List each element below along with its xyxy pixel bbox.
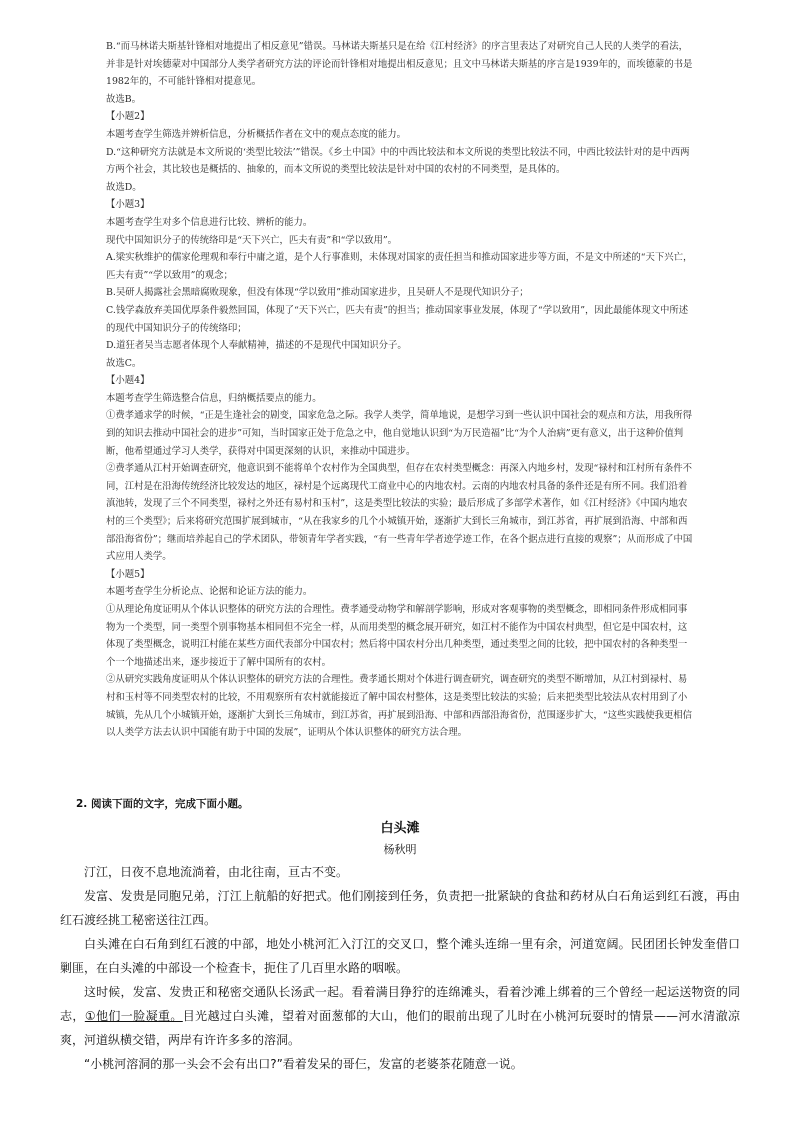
answer-line: 故选C。 [106, 357, 142, 369]
answer-line: ①费孝通求学的时候，“正是生逢社会的剧变，国家危急之际。我学人类学，简单地说，是想学习到一些认识中国社会的观点和方法，用我所得到的知识去推动中国社会的进步”可知，当时国家正处于危急之中，他自觉地认识到“为万民造福”比“为个人治病”更有意义，出于这种价值判断，他希望通过学习人类学，获得对中国更深刻的认识，来推动中国进步。 [106, 410, 693, 457]
answer-line: 【小题2】 [106, 111, 150, 123]
answer-line: B.“而马林诺夫斯基针锋相对地提出了相反意见”错误。马林诺夫斯基只是在给《江村经济》的序言里表达了对研究自己人民的人类学的看法，并非是针对埃德蒙对中国部分人类学者研究方法的评论而针锋相对地提出相反意见；且文中马林诺夫斯基的序言是1939年的，而埃德蒙的书是1982年的，不可能针锋相对提意见。 [106, 41, 693, 88]
answer-line: 本题考查学生筛选整合信息，归纳概括要点的能力。 [106, 392, 322, 404]
answer-line: ②费孝通从江村开始调查研究，他意识到不能将单个农村作为全国典型，但存在农村类型概念：再深入内地乡村，发现“禄村和江村所有条件不同，江村是在沿海传统经济比较发达的地区，禄村是个远离现代工商业中心的内地农村。云南的内地农村具备的条件还是有所不同。我们沿着滇池转，发现了三个不同类型，禄村之外还有易村和玉村”，这是类型比较法的实验；最后形成了多部学术著作，如《江村经济》《中国内地农村的三个类型》；后来将研究范围扩展到城市，“从在我家乡的几个小城镇开始，逐渐扩大到长三角城市，到江苏省，再扩展到沿海、中部和西部沿海省份”；继而培养起自己的学术团队，带领青年学者实践，“有一些青年学者迹学迹工作，在各个据点进行直接的观察”；从而形成了中国式应用人类学。 [106, 463, 693, 563]
answer-line: ②从研究实践角度证明从个体认识整体的研究方法的合理性。费孝通长期对个体进行调查研究，调查研究的类型不断增加，从江村到禄村、易村和玉村等不同类型农村的比较，不用观察所有农村就能接近了解中国农村整体，这是类型比较法的实验；后来把类型比较法从农村用到了小城镇，先从几个小城镇开始，逐渐扩大到长三角城市，到江苏省，再扩展到沿海、中部和西部沿海省份，范围逐步扩大，“这些实践使我更相信以人类学方法去认识中国能有助于中国的发展”，证明从个体认识整体的研究方法合理。 [106, 674, 693, 739]
answer-line: D.“这种研究方法就是本文所说的‘类型比较法’”错误。《乡土中国》中的中西比较法和本文所说的类型比较法不同，中西比较法针对的是中西两方两个社会，其比较也是概括的、抽象的，而本文所说的类型比较法是针对中国的农村的不同类型，是具体的。 [106, 146, 690, 176]
passage-paragraph: 白头滩在白石角到红石渡的中部，地处小桃河汇入汀江的交叉口，整个滩头连绵一里有余，河道宽阔。民团团长钟发奎借口剿匪，在白头滩的中部设一个检查卡，扼住了几百里水路的咽喉。 [60, 937, 740, 975]
answer-line: 【小题3】 [106, 199, 150, 211]
passage-paragraph: “小桃河溶洞的那一头会不会有出口?”看着发呆的哥仨，发富的老婆茶花随意一说。 [84, 1057, 523, 1071]
passage-paragraph: 发富、发贵是同胞兄弟，汀江上航船的好把式。他们刚接到任务，负责把一批紧缺的食盐和药材从白石角运到红石渡，再由红石渡经挑工秘密送往江西。 [60, 889, 740, 927]
underlined-sentence: ①他们一脸凝重。 [84, 1009, 183, 1023]
answer-line: 故选D。 [106, 181, 142, 193]
answer-line: 本题考查学生筛选并辨析信息，分析概括作者在文中的观点态度的能力。 [106, 128, 407, 140]
answer-line: 本题考查学生分析论点、论据和论证方法的能力。 [106, 586, 313, 598]
reading-passage [60, 818, 740, 1076]
paragraph-text: 这时候，发富、发贵正和秘密交通队长汤武一起。看着满目狰狞的连绵滩头，看着沙滩上绑着的三个曾经一起运送物资的同志， [60, 985, 740, 1023]
answer-line: 故选B。 [106, 93, 142, 105]
answer-line: B.吴研人揭露社会黑暗腐败现象，但没有体现“学以致用”推动国家进步，且吴研人不是现代知识分子； [106, 287, 529, 299]
passage-paragraph: 汀江，日夜不息地流淌着，由北往南，亘古不变。 [84, 865, 349, 879]
answer-line: 【小题5】 [106, 568, 150, 580]
answer-line: 现代中国知识分子的传统络印是“天下兴亡，匹夫有责”和“学以致用”。 [106, 234, 398, 246]
passage-author: 杨秋明 [383, 843, 417, 856]
passage-paragraph [60, 980, 740, 1052]
answer-line: ①从理论角度证明从个体认识整体的研究方法的合理性。费孝通受动物学和解剖学影响，形成对客观事物的类型概念，即相同条件形成相同事物为一个类型，同一类型个别事物基本相同但不完全一样，从而用类型的概念展开研究，如江村不能作为中国农村典型，但它是中国农村，这体现了类型概念，说明江村能在某些方面代表部分中国农村；然后将中国农村分出几种类型，通过类型之间的比较，把中国农村的各种类型一个一个地描述出来，逐步接近于了解中国所有的农村。 [106, 604, 688, 668]
question-prompt: 2. 阅读下面的文字，完成下面小题。 [76, 798, 249, 810]
answer-line: A.梁实秋维护的儒家伦理观和奉行中庸之道，是个人行事准则，未体现对国家的责任担当和推动国家进步等方面，不是文中所述的“天下兴亡，匹夫有责”“学以致用”的观念； [106, 252, 693, 281]
answer-line: 本题考查学生对多个信息进行比较、辨析的能力。 [106, 216, 313, 228]
answer-line: 【小题4】 [106, 375, 150, 387]
answer-line: C.钱学森放弃美国优厚条件毅然回国，体现了“天下兴亡，匹夫有责”的担当；推动国家事业发展，体现了“学以致用”，因此最能体现文中所述的现代中国知识分子的传统络印； [106, 304, 689, 334]
paragraph-text: 目光越过白头滩，望着对面葱郁的大山，他们的眼前出现了儿时在小桃河玩耍时的情景——河水清澈凉爽，河道纵横交错，两岸有许许多多的溶洞。 [60, 1009, 740, 1047]
answer-explanation-block [106, 38, 696, 742]
answer-line: D.道狂者吴当志愿者体现个人奉献精神，描述的不是现代中国知识分子。 [106, 340, 407, 352]
passage-title: 白头滩 [380, 821, 420, 836]
